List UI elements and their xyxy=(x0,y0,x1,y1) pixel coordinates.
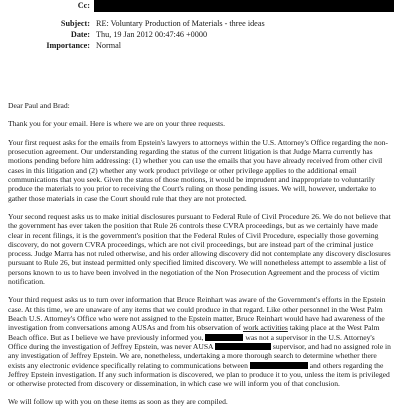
email-body xyxy=(8,101,394,416)
second-request-paragraph: Your second request asks us to make initial disclosures pursuant to Federal Rule of Civil Procedure 26. We do not believe that the government has ever taken the position that Rule 26 controls these CVRA proceedings, but as we certainly have made clear in recent filings, it is the government's position that the Federal Rules of Civil Procedure, especially those governing discovery, do not govern CVRA proceedings, which are not civil proceedings, but are instead part of the criminal justice process. Judge Marra has not ruled otherwise, and his order allowing discovery did not contemplate any discovery disclosures pursuant to Rule 26, but instead permitted only specified limited discovery. We will nonetheless attempt to assemble a list of persons known to us to have been involved in the negotiation of the Non Prosecution Agreement and the process of victim notification. xyxy=(8,211,391,287)
greeting: Dear Paul and Brad: xyxy=(8,101,70,110)
subject-label: Subject: xyxy=(60,19,90,28)
redacted-top-bar xyxy=(94,0,394,12)
redacted-name-1 xyxy=(205,334,243,341)
cc-label: Cc: xyxy=(77,1,90,10)
underlined-phrase: work activities xyxy=(242,323,288,333)
third-request-text-2: taking place at the West Palm Beach office. But as I believe we have previously informed you, xyxy=(8,323,380,342)
third-request-paragraph xyxy=(8,295,394,388)
subject-value: RE: Voluntary Production of Materials - three ideas xyxy=(96,19,265,28)
importance-label: Importance: xyxy=(46,41,90,50)
date-value: Thu, 19 Jan 2012 00:47:46 +0000 xyxy=(96,30,208,39)
closing-paragraph: We will follow up with you on these items as soon as they are compiled. xyxy=(8,397,228,407)
redacted-name-3 xyxy=(250,362,308,369)
third-request-text-3: was not a supervisor in the U.S. Attorney's Office during the investigation of Jeffrey Epstein, was never AUSA xyxy=(8,332,375,351)
importance-value: Normal xyxy=(96,41,122,50)
third-request-text-5: and others regarding the Jeffrey Epstein investigation. If any such information is discovered, we plan to produce it to you, unless the item is privileged or otherwise protected from discovery or dissemination, in which case we will inform you of that conclusion. xyxy=(8,360,390,389)
redacted-name-2 xyxy=(215,343,271,350)
intro-paragraph: Thank you for your email. Here is where we are on your three requests. xyxy=(8,119,225,129)
date-label: Date: xyxy=(70,30,90,39)
third-request-text-4: supervisor, and had no assigned role in any investigation of Jeffrey Epstein. We are, nonetheless, undertaking a more thorough search to determine whether there exists any electronic evidence specifically relating to communications between xyxy=(8,341,391,370)
first-request-paragraph: Your first request asks for the emails from Epstein's lawyers to attorneys within the U.S. Attorney's Office regarding the non-prosecution agreement. Our understanding regarding the status of the current litigation is that Judge Marra currently has motions pending before him addressing: (1) whether you can use the emails that you have already received from other civil cases in this litigation and (2) whether any work product privilege or other privilege applies to the additional email communications that you seek. Given the status of those motions, it would be imprudent and inappropriate to voluntarily produce the materials to you prior to receiving the Court's ruling on those pending issues. We will, however, undertake to gather those materials in case the Court should rule that they are not protected. xyxy=(8,137,388,203)
third-request-text-1: Your third request asks us to turn over information that Bruce Reinhart was aware of the Government's efforts in the Epstein case. At this time, we are unaware of any items that we could produce in that regard. Like other personnel in the West Palm Beach U.S. Attorney's Office who were not assigned to the Epstein matter, Bruce Reinhart would have had awareness of the investigation from conversations among AUSAs and from his observation of xyxy=(8,295,386,333)
